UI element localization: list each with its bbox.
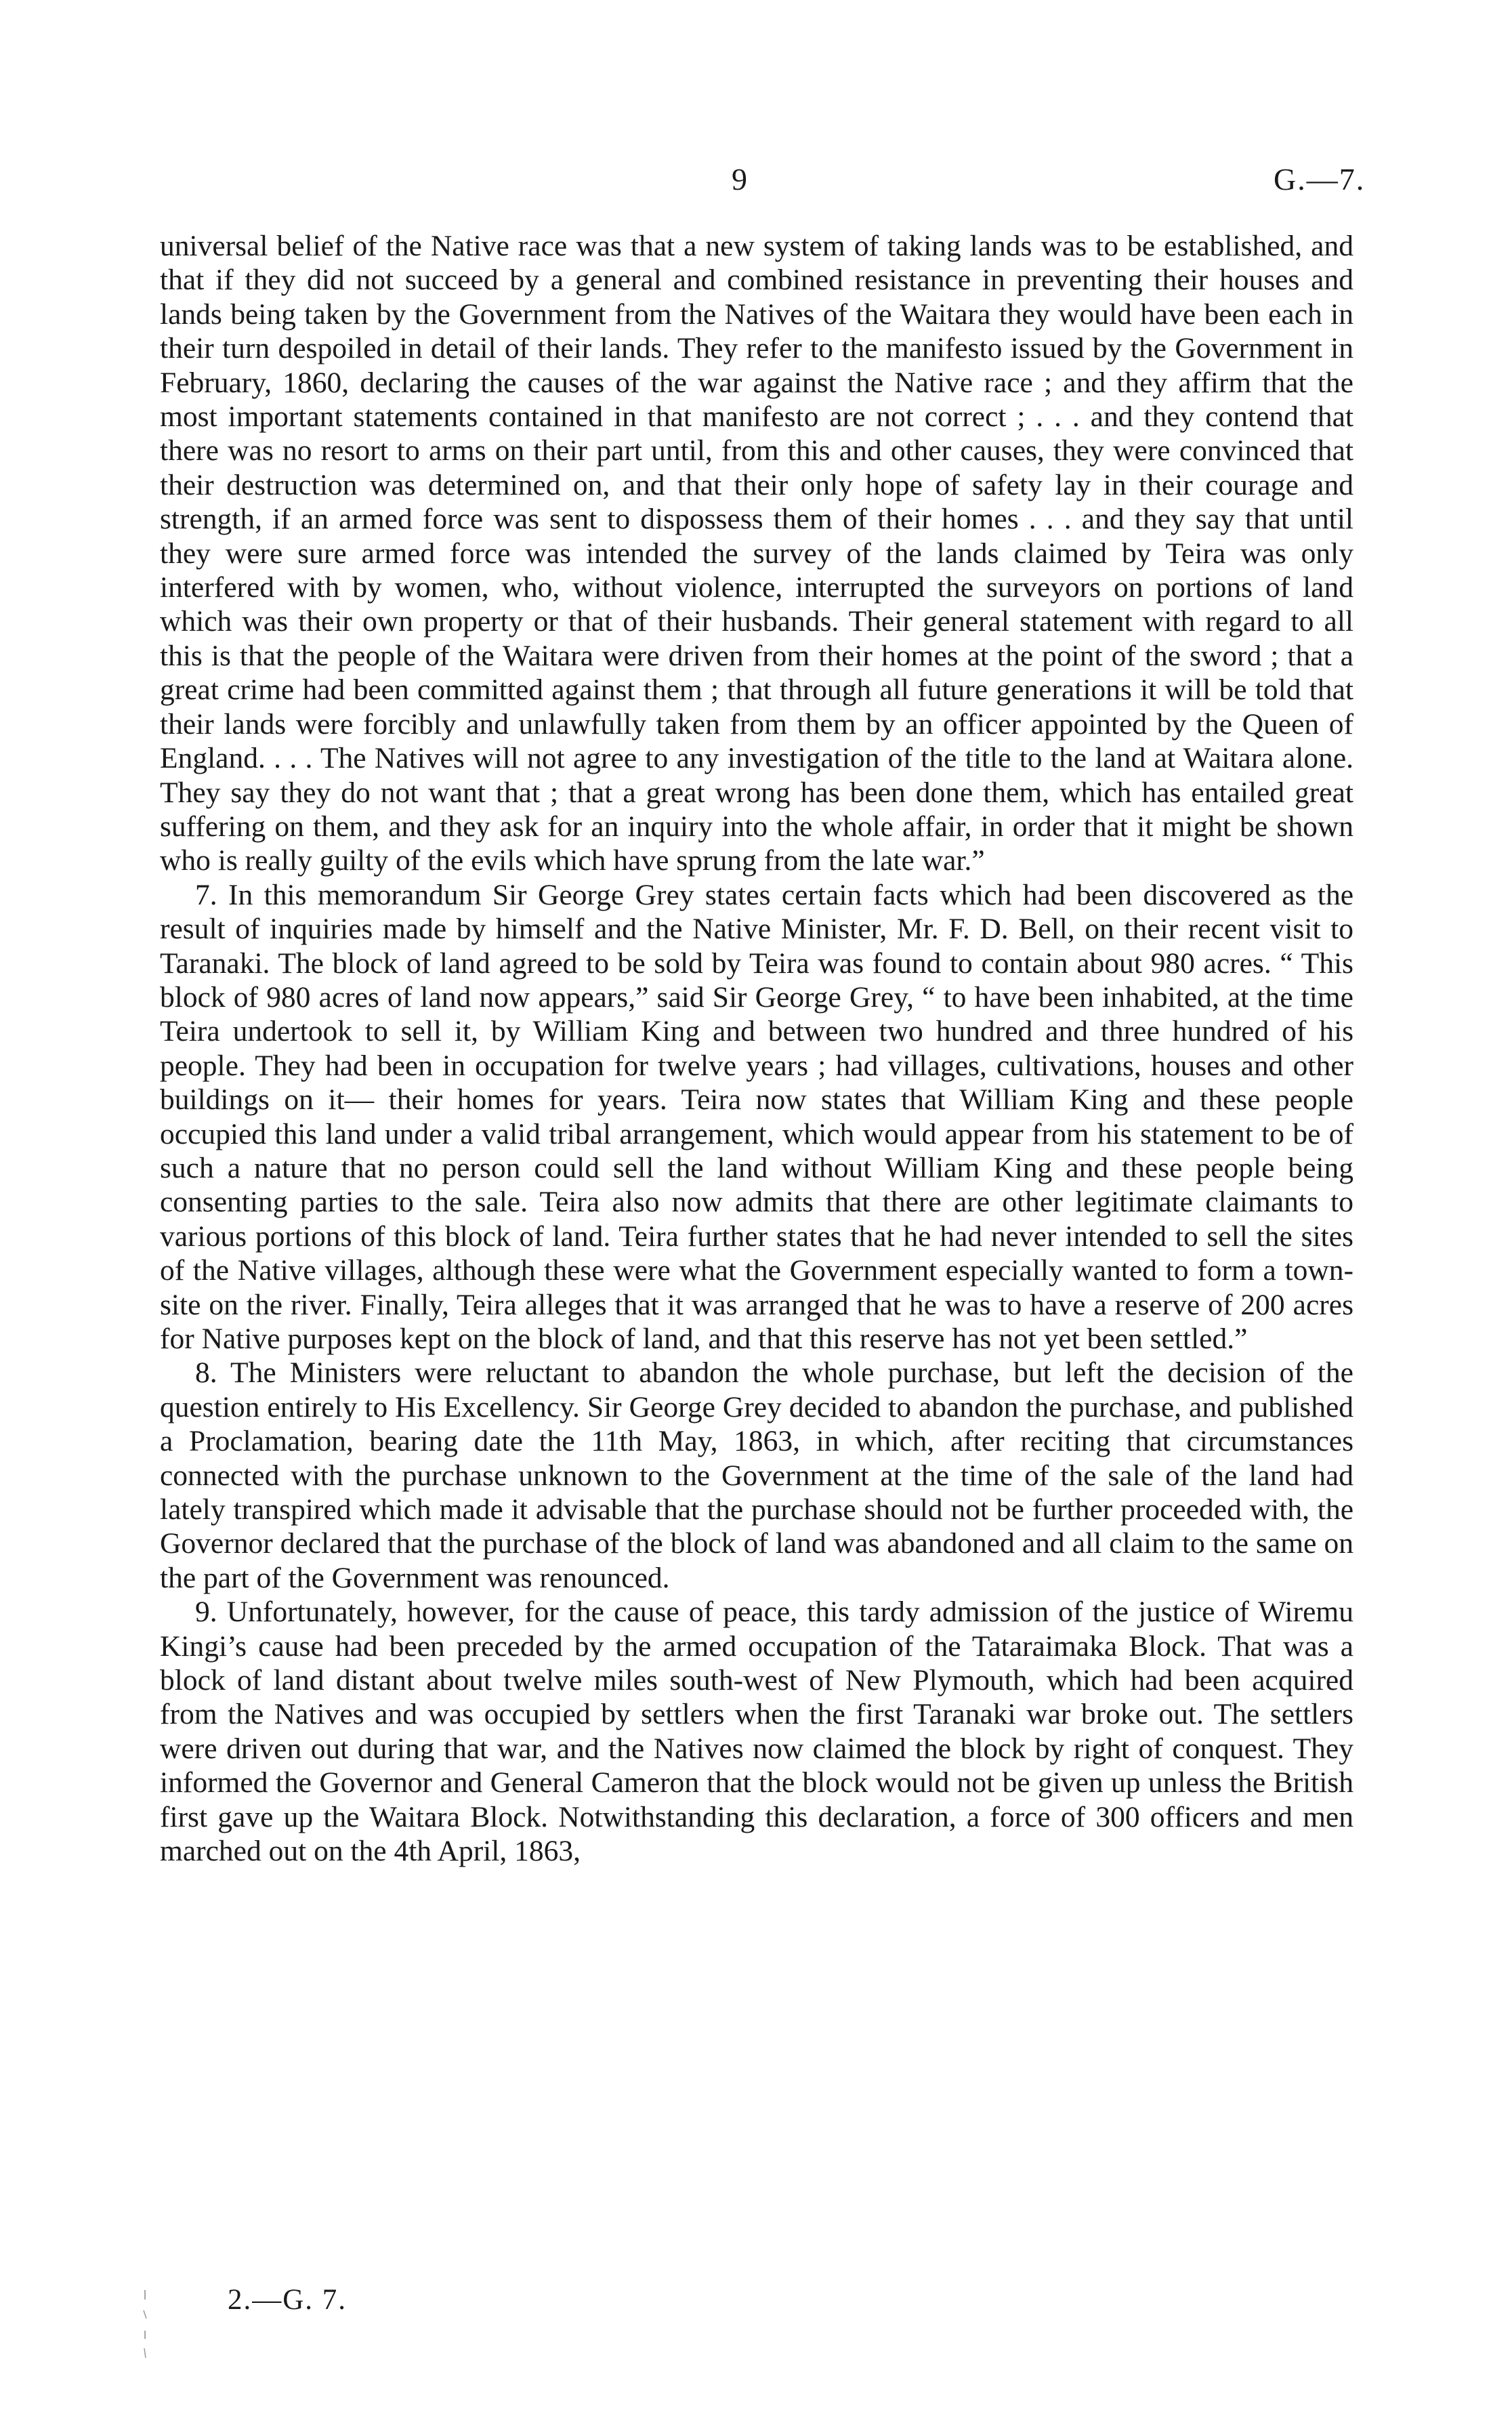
margin-marks bbox=[138, 2283, 152, 2365]
page-number: 9 bbox=[732, 162, 747, 196]
paragraph-9: 9. Unfortunately, however, for the cause of peace, this tardy admission of the justice of Wiremu Kingi’s cause had been preceded by the armed occupation of the Tataraimaka Block. That was a block of land distant about twelve miles south-west of New Plymouth, which had been acquired from the Natives and was occupied by settlers when the first Taranaki war broke out. The settlers were driven out during that war, and the Natives now claimed the block by right of conquest. They informed the Governor and General Cameron that the block would not be given up unless the British first gave up the Waitara Block. Notwithstanding this declaration, a force of 300 officers and men marched out on the 4th April, 1863, bbox=[160, 1596, 1353, 1868]
paragraph-8: 8. The Ministers were reluctant to abandon the whole purchase, but left the decision of the question entirely to His Excellency. Sir George Grey decided to abandon the purchase, and published a Proclamation, bearing date the 11th May, 1863, in which, after reciting that circumstances connected with the purchase unknown to the Government at the time of the sale of the land had lately transpired which made it advisable that the purchase should not be further proceeded with, the Governor declared that the purchase of the block of land was abandoned and all claim to the same on the part of the Government was renounced. bbox=[160, 1356, 1353, 1594]
body-text bbox=[160, 229, 1353, 1869]
document-reference: G.—7. bbox=[1274, 162, 1366, 196]
paragraph-7: 7. In this memorandum Sir George Grey states certain facts which had been discovered as the result of inquiries made by himself and the Native Minister, Mr. F. D. Bell, on their recent visit to Taranaki. The block of land agreed to be sold by Teira was found to contain about 980 acres. “ This block of 980 acres of land now appears,” said Sir George Grey, “ to have been inhabited, at the time Teira undertook to sell it, by William King and between two hundred and three hundred of his people. They had been in occupation for twelve years ; had villages, cultivations, houses and other buildings on it— their homes for years. Teira now states that William King and these people occupied this land under a valid tribal arrangement, which would appear from his statement to be of such a nature that no person could sell the land without William King and these people being consenting parties to the sale. Teira also now admits that there are other legitimate claimants to various portions of this block of land. Teira further states that he had never intended to sell the sites of the Native villages, although these were what the Government especially wanted to form a town-site on the river. Finally, Teira alleges that it was arranged that he was to have a reserve of 200 acres for Native purposes kept on the block of land, and that this reserve has not yet been settled.” bbox=[160, 878, 1353, 1355]
paragraph-continuation: universal belief of the Native race was that a new system of taking lands was to be established, and that if they did not succeed by a general and combined resistance in preventing their houses and lands being taken by the Government from the Natives of the Waitara they would have been each in their turn despoiled in detail of their lands. They refer to the manifesto issued by the Government in February, 1860, declaring the causes of the war against the Native race ; and they affirm that the most important statements contained in that manifesto are not correct ; . . . and they contend that there was no resort to arms on their part until, from this and other causes, they were convinced that their destruction was determined on, and that their only hope of safety lay in their courage and strength, if an armed force was sent to dispossess them of their homes . . . and they say that until they were sure armed force was intended the survey of the lands claimed by Teira was only interfered with by women, who, without violence, interrupted the surveyors on portions of land which was their own property or that of their husbands. Their general statement with regard to all this is that the people of the Waitara were driven from their homes at the point of the sword ; that a great crime had been committed against them ; that through all future generations it will be told that their lands were forcibly and unlawfully taken from them by an officer appointed by the Queen of England. . . . The Natives will not agree to any investigation of the title to the land at Waitara alone. They say they do not want that ; that a great wrong has been done them, which has entailed great suffering on them, and they ask for an inquiry into the whole affair, in order that it might be shown who is really guilty of the evils which have sprung from the late war.” bbox=[160, 230, 1353, 877]
signature-mark: 2.—G. 7. bbox=[228, 2284, 348, 2316]
